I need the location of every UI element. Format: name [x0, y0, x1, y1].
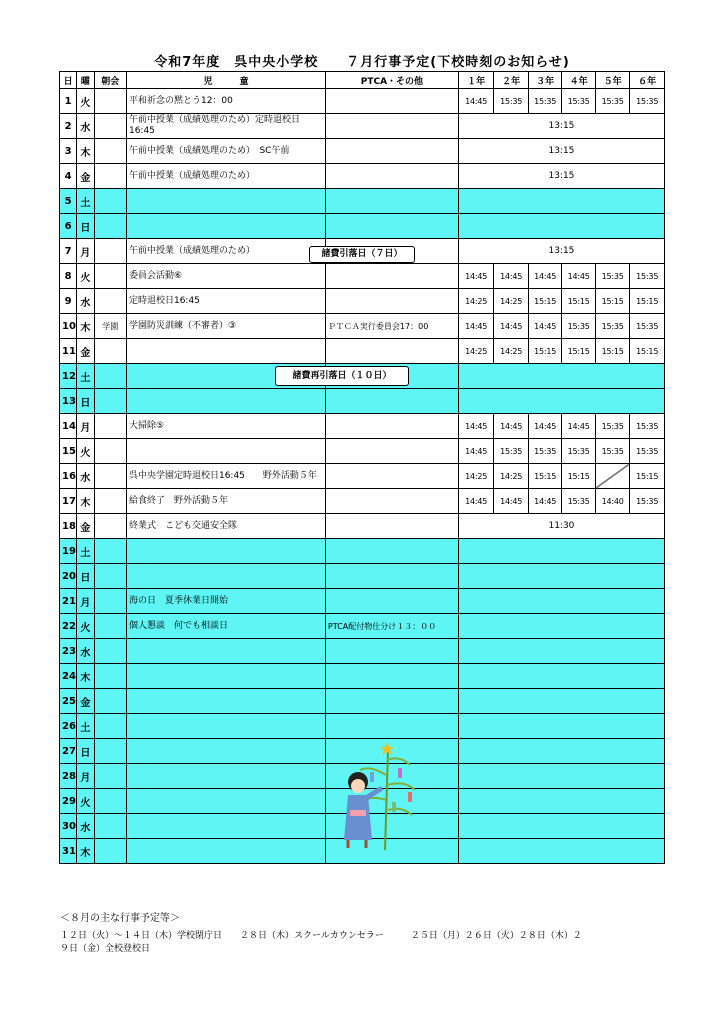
weekday-cell: 火: [77, 89, 94, 114]
weekday-cell: 金: [77, 514, 94, 539]
ptca-cell: PTCA配付物仕分け１３：００: [325, 614, 458, 639]
morning-cell: [94, 589, 126, 614]
dismissal-time-grade-6: 15:15: [630, 339, 665, 364]
dismissal-time-empty: [458, 764, 664, 789]
dismissal-time-grade-5: 15:35: [595, 264, 630, 289]
day-cell: 15: [60, 439, 77, 464]
ptca-cell: [325, 339, 458, 364]
children-event-cell: [126, 214, 325, 239]
morning-cell: [94, 114, 126, 139]
day-cell: 4: [60, 164, 77, 189]
children-event-cell: 大掃除⑤: [126, 414, 325, 439]
ptca-cell: [325, 439, 458, 464]
dismissal-time-grade-5: 15:35: [595, 89, 630, 114]
diagonal-slash-icon: [596, 464, 630, 488]
col-grade-6: ６年: [630, 72, 665, 89]
day-cell: 31: [60, 839, 77, 864]
weekday-cell: 日: [77, 214, 94, 239]
weekday-cell: 月: [77, 239, 94, 264]
ptca-cell: [325, 89, 458, 114]
callout-rewithdrawal: 諸費再引落日（１０日）: [275, 366, 409, 386]
weekday-cell: 日: [77, 389, 94, 414]
morning-cell: [94, 214, 126, 239]
day-cell: 30: [60, 814, 77, 839]
weekday-cell: 日: [77, 739, 94, 764]
children-event-cell: 給食終了 野外活動５年: [126, 489, 325, 514]
dismissal-time-grade-4: 15:35: [562, 439, 595, 464]
table-row: [60, 89, 665, 114]
dismissal-time-empty: [458, 614, 664, 639]
table-row: [60, 439, 665, 464]
children-event-cell: [126, 339, 325, 364]
ptca-cell: [325, 689, 458, 714]
dismissal-time-grade-2: 14:25: [494, 339, 529, 364]
ptca-cell: [325, 114, 458, 139]
dismissal-time-grade-6: 15:35: [630, 439, 665, 464]
children-event-cell: 学園防災訓練（不審者）③: [126, 314, 325, 339]
dismissal-time-grade-4: 15:35: [562, 314, 595, 339]
day-cell: 26: [60, 714, 77, 739]
dismissal-time-grade-6: 15:35: [630, 414, 665, 439]
dismissal-time-all-grades: 13:15: [458, 164, 664, 189]
dismissal-time-all-grades: 13:15: [458, 239, 664, 264]
dismissal-time-grade-1: 14:25: [458, 464, 494, 489]
dismissal-time-grade-5: 14:40: [595, 489, 630, 514]
day-cell: 6: [60, 214, 77, 239]
dismissal-time-grade-2: 14:45: [494, 264, 529, 289]
col-morning: 朝会: [94, 72, 126, 89]
morning-cell: [94, 339, 126, 364]
table-row: [60, 114, 665, 139]
table-row: [60, 564, 665, 589]
day-cell: 1: [60, 89, 77, 114]
col-grade-1: １年: [458, 72, 494, 89]
col-ptca: PTCA・その他: [325, 72, 458, 89]
dismissal-time-grade-6: 15:35: [630, 314, 665, 339]
day-cell: 18: [60, 514, 77, 539]
weekday-cell: 土: [77, 364, 94, 389]
ptca-cell: [325, 564, 458, 589]
dismissal-time-empty: [458, 589, 664, 614]
callout-withdrawal: 諸費引落日（７日）: [309, 246, 415, 263]
weekday-cell: 火: [77, 789, 94, 814]
table-row: [60, 414, 665, 439]
dismissal-time-grade-2: 15:35: [494, 439, 529, 464]
day-cell: 20: [60, 564, 77, 589]
header-row: [60, 72, 665, 89]
weekday-cell: 火: [77, 264, 94, 289]
col-weekday: 曜: [77, 72, 94, 89]
table-row: [60, 464, 665, 489]
ptca-cell: [325, 664, 458, 689]
day-cell: 7: [60, 239, 77, 264]
table-row: [60, 264, 665, 289]
dismissal-time-empty: [458, 714, 664, 739]
not-applicable-cell: [595, 464, 630, 489]
children-event-cell: [126, 189, 325, 214]
weekday-cell: 水: [77, 814, 94, 839]
col-grade-5: ５年: [595, 72, 630, 89]
day-cell: 5: [60, 189, 77, 214]
morning-cell: [94, 539, 126, 564]
dismissal-time-empty: [458, 814, 664, 839]
day-cell: 27: [60, 739, 77, 764]
girl-icon: [344, 772, 382, 848]
col-grade-4: ４年: [562, 72, 595, 89]
day-cell: 11: [60, 339, 77, 364]
dismissal-time-grade-1: 14:45: [458, 414, 494, 439]
weekday-cell: 土: [77, 714, 94, 739]
august-heading: ＜８月の主な行事予定等＞: [60, 913, 180, 924]
children-event-cell: 呉中央学園定時退校日16:45 野外活動５年: [126, 464, 325, 489]
table-row: [60, 489, 665, 514]
children-event-cell: [126, 689, 325, 714]
day-cell: 21: [60, 589, 77, 614]
weekday-cell: 木: [77, 664, 94, 689]
table-row: [60, 214, 665, 239]
dismissal-time-grade-4: 15:15: [562, 289, 595, 314]
weekday-cell: 水: [77, 114, 94, 139]
children-event-cell: 午前中授業（成績処理のため）定時退校日16:45: [126, 114, 325, 139]
morning-cell: [94, 814, 126, 839]
morning-cell: [94, 514, 126, 539]
dismissal-time-grade-6: 15:15: [630, 289, 665, 314]
weekday-cell: 月: [77, 764, 94, 789]
table-row: [60, 339, 665, 364]
day-cell: 8: [60, 264, 77, 289]
day-cell: 23: [60, 639, 77, 664]
morning-cell: [94, 714, 126, 739]
morning-cell: [94, 364, 126, 389]
dismissal-time-grade-3: 15:15: [528, 339, 561, 364]
day-cell: 25: [60, 689, 77, 714]
ptca-cell: [325, 164, 458, 189]
day-cell: 14: [60, 414, 77, 439]
morning-cell: [94, 614, 126, 639]
dismissal-time-empty: [458, 739, 664, 764]
children-event-cell: [126, 714, 325, 739]
dismissal-time-grade-2: 14:45: [494, 414, 529, 439]
morning-cell: [94, 139, 126, 164]
morning-cell: [94, 264, 126, 289]
children-event-cell: 午前中授業（成績処理のため） SC午前: [126, 139, 325, 164]
children-event-cell: 午前中授業（成績処理のため）: [126, 239, 325, 264]
children-event-cell: [126, 539, 325, 564]
day-cell: 9: [60, 289, 77, 314]
weekday-cell: 火: [77, 614, 94, 639]
ptca-cell: [325, 264, 458, 289]
children-event-cell: 平和祈念の黙とう12：00: [126, 89, 325, 114]
table-row: [60, 539, 665, 564]
morning-cell: [94, 689, 126, 714]
dismissal-time-empty: [458, 839, 664, 864]
morning-cell: [94, 289, 126, 314]
day-cell: 13: [60, 389, 77, 414]
weekday-cell: 木: [77, 139, 94, 164]
dismissal-time-grade-5: 15:15: [595, 339, 630, 364]
august-line-2: ９日（金）全校登校日: [60, 944, 151, 954]
dismissal-time-grade-3: 14:45: [528, 264, 561, 289]
tanabata-girl-illustration: [330, 740, 420, 855]
page-title: 令和7年度 呉中央小学校 ７月行事予定(下校時刻のお知らせ): [154, 55, 570, 70]
morning-cell: [94, 464, 126, 489]
dismissal-time-grade-1: 14:45: [458, 89, 494, 114]
day-cell: 16: [60, 464, 77, 489]
weekday-cell: 土: [77, 189, 94, 214]
weekday-cell: 土: [77, 539, 94, 564]
dismissal-time-grade-3: 15:15: [528, 464, 561, 489]
dismissal-time-grade-6: 15:15: [630, 464, 665, 489]
dismissal-time-grade-2: 14:25: [494, 289, 529, 314]
dismissal-time-empty: [458, 364, 664, 389]
dismissal-time-all-grades: 13:15: [458, 114, 664, 139]
day-cell: 24: [60, 664, 77, 689]
dismissal-time-grade-5: 15:15: [595, 289, 630, 314]
ptca-cell: [325, 214, 458, 239]
morning-cell: [94, 664, 126, 689]
dismissal-time-empty: [458, 564, 664, 589]
morning-cell: [94, 839, 126, 864]
dismissal-time-grade-6: 15:35: [630, 89, 665, 114]
col-grade-3: ３年: [528, 72, 561, 89]
dismissal-time-grade-4: 14:45: [562, 264, 595, 289]
children-event-cell: [126, 839, 325, 864]
weekday-cell: 金: [77, 164, 94, 189]
ptca-cell: [325, 639, 458, 664]
ptca-cell: [325, 714, 458, 739]
dismissal-time-grade-1: 14:45: [458, 439, 494, 464]
dismissal-time-empty: [458, 664, 664, 689]
dismissal-time-empty: [458, 214, 664, 239]
ptca-cell: [325, 139, 458, 164]
ptca-cell: [325, 589, 458, 614]
morning-cell: [94, 764, 126, 789]
dismissal-time-grade-2: 15:35: [494, 89, 529, 114]
morning-cell: [94, 489, 126, 514]
day-cell: 28: [60, 764, 77, 789]
ptca-cell: [325, 464, 458, 489]
table-row: [60, 164, 665, 189]
dismissal-time-grade-5: 15:35: [595, 314, 630, 339]
dismissal-time-all-grades: 11:30: [458, 514, 664, 539]
dismissal-time-grade-3: 14:45: [528, 414, 561, 439]
table-row: [60, 614, 665, 639]
morning-cell: [94, 164, 126, 189]
ptca-cell: [325, 189, 458, 214]
dismissal-time-grade-4: 14:45: [562, 414, 595, 439]
morning-cell: [94, 414, 126, 439]
day-cell: 2: [60, 114, 77, 139]
dismissal-time-grade-3: 14:45: [528, 314, 561, 339]
dismissal-time-grade-1: 14:25: [458, 339, 494, 364]
day-cell: 17: [60, 489, 77, 514]
table-row: [60, 314, 665, 339]
morning-cell: [94, 639, 126, 664]
table-row: [60, 664, 665, 689]
col-day: 日: [60, 72, 77, 89]
dismissal-time-grade-2: 14:25: [494, 464, 529, 489]
table-row: [60, 639, 665, 664]
dismissal-time-empty: [458, 539, 664, 564]
weekday-cell: 木: [77, 314, 94, 339]
col-children: 児 童: [126, 72, 325, 89]
children-event-cell: 海の日 夏季休業日開始: [126, 589, 325, 614]
ptca-cell: [325, 289, 458, 314]
dismissal-time-grade-6: 15:35: [630, 489, 665, 514]
ptca-cell: [325, 539, 458, 564]
morning-cell: [94, 189, 126, 214]
children-event-cell: [126, 789, 325, 814]
morning-cell: [94, 239, 126, 264]
weekday-cell: 日: [77, 564, 94, 589]
day-cell: 12: [60, 364, 77, 389]
dismissal-time-grade-4: 15:35: [562, 489, 595, 514]
children-event-cell: 委員会活動⑥: [126, 264, 325, 289]
dismissal-time-grade-1: 14:25: [458, 289, 494, 314]
table-row: [60, 589, 665, 614]
dismissal-time-grade-4: 15:15: [562, 339, 595, 364]
table-row: [60, 714, 665, 739]
children-event-cell: [126, 739, 325, 764]
dismissal-time-grade-1: 14:45: [458, 314, 494, 339]
morning-cell: [94, 564, 126, 589]
weekday-cell: 月: [77, 414, 94, 439]
day-cell: 3: [60, 139, 77, 164]
children-event-cell: [126, 439, 325, 464]
dismissal-time-all-grades: 13:15: [458, 139, 664, 164]
dismissal-time-grade-6: 15:35: [630, 264, 665, 289]
dismissal-time-empty: [458, 189, 664, 214]
table-row: [60, 139, 665, 164]
weekday-cell: 金: [77, 689, 94, 714]
morning-cell: [94, 789, 126, 814]
table-row: [60, 514, 665, 539]
day-cell: 29: [60, 789, 77, 814]
morning-cell: [94, 389, 126, 414]
children-event-cell: 定時退校日16:45: [126, 289, 325, 314]
dismissal-time-grade-1: 14:45: [458, 489, 494, 514]
weekday-cell: 火: [77, 439, 94, 464]
day-cell: 19: [60, 539, 77, 564]
dismissal-time-grade-3: 14:45: [528, 489, 561, 514]
table-row: [60, 289, 665, 314]
day-cell: 10: [60, 314, 77, 339]
children-event-cell: [126, 564, 325, 589]
ptca-cell: [325, 489, 458, 514]
table-row: [60, 689, 665, 714]
weekday-cell: 木: [77, 839, 94, 864]
weekday-cell: 月: [77, 589, 94, 614]
children-event-cell: [126, 664, 325, 689]
dismissal-time-grade-4: 15:15: [562, 464, 595, 489]
dismissal-time-grade-4: 15:35: [562, 89, 595, 114]
dismissal-time-grade-5: 15:35: [595, 439, 630, 464]
children-event-cell: [126, 814, 325, 839]
dismissal-time-grade-3: 15:35: [528, 439, 561, 464]
dismissal-time-grade-2: 14:45: [494, 314, 529, 339]
august-line-1: １２日（火）～１４日（木）学校閉庁日 ２８日（木）スクールカウンセラー ２５日（月）２６日（火）２８日（木）２: [60, 931, 582, 941]
dismissal-time-empty: [458, 389, 664, 414]
day-cell: 22: [60, 614, 77, 639]
morning-cell: [94, 89, 126, 114]
table-row: [60, 189, 665, 214]
ptca-cell: ＰＴＣＡ実行委員会17：00: [325, 314, 458, 339]
morning-cell: 学園: [94, 314, 126, 339]
dismissal-time-grade-3: 15:35: [528, 89, 561, 114]
children-event-cell: [126, 389, 325, 414]
ptca-cell: [325, 389, 458, 414]
dismissal-time-grade-1: 14:45: [458, 264, 494, 289]
weekday-cell: 金: [77, 339, 94, 364]
dismissal-time-empty: [458, 639, 664, 664]
children-event-cell: 終業式 こども交通安全隊: [126, 514, 325, 539]
dismissal-time-grade-3: 15:15: [528, 289, 561, 314]
weekday-cell: 水: [77, 639, 94, 664]
weekday-cell: 木: [77, 489, 94, 514]
morning-cell: [94, 739, 126, 764]
dismissal-time-grade-5: 15:35: [595, 414, 630, 439]
children-event-cell: 個人懇談 何でも相談日: [126, 614, 325, 639]
weekday-cell: 水: [77, 464, 94, 489]
dismissal-time-empty: [458, 689, 664, 714]
table-row: [60, 389, 665, 414]
morning-cell: [94, 439, 126, 464]
dismissal-time-empty: [458, 789, 664, 814]
children-event-cell: [126, 764, 325, 789]
col-grade-2: ２年: [494, 72, 529, 89]
children-event-cell: [126, 639, 325, 664]
dismissal-time-grade-2: 14:45: [494, 489, 529, 514]
ptca-cell: [325, 514, 458, 539]
ptca-cell: [325, 414, 458, 439]
children-event-cell: 午前中授業（成績処理のため）: [126, 164, 325, 189]
weekday-cell: 水: [77, 289, 94, 314]
